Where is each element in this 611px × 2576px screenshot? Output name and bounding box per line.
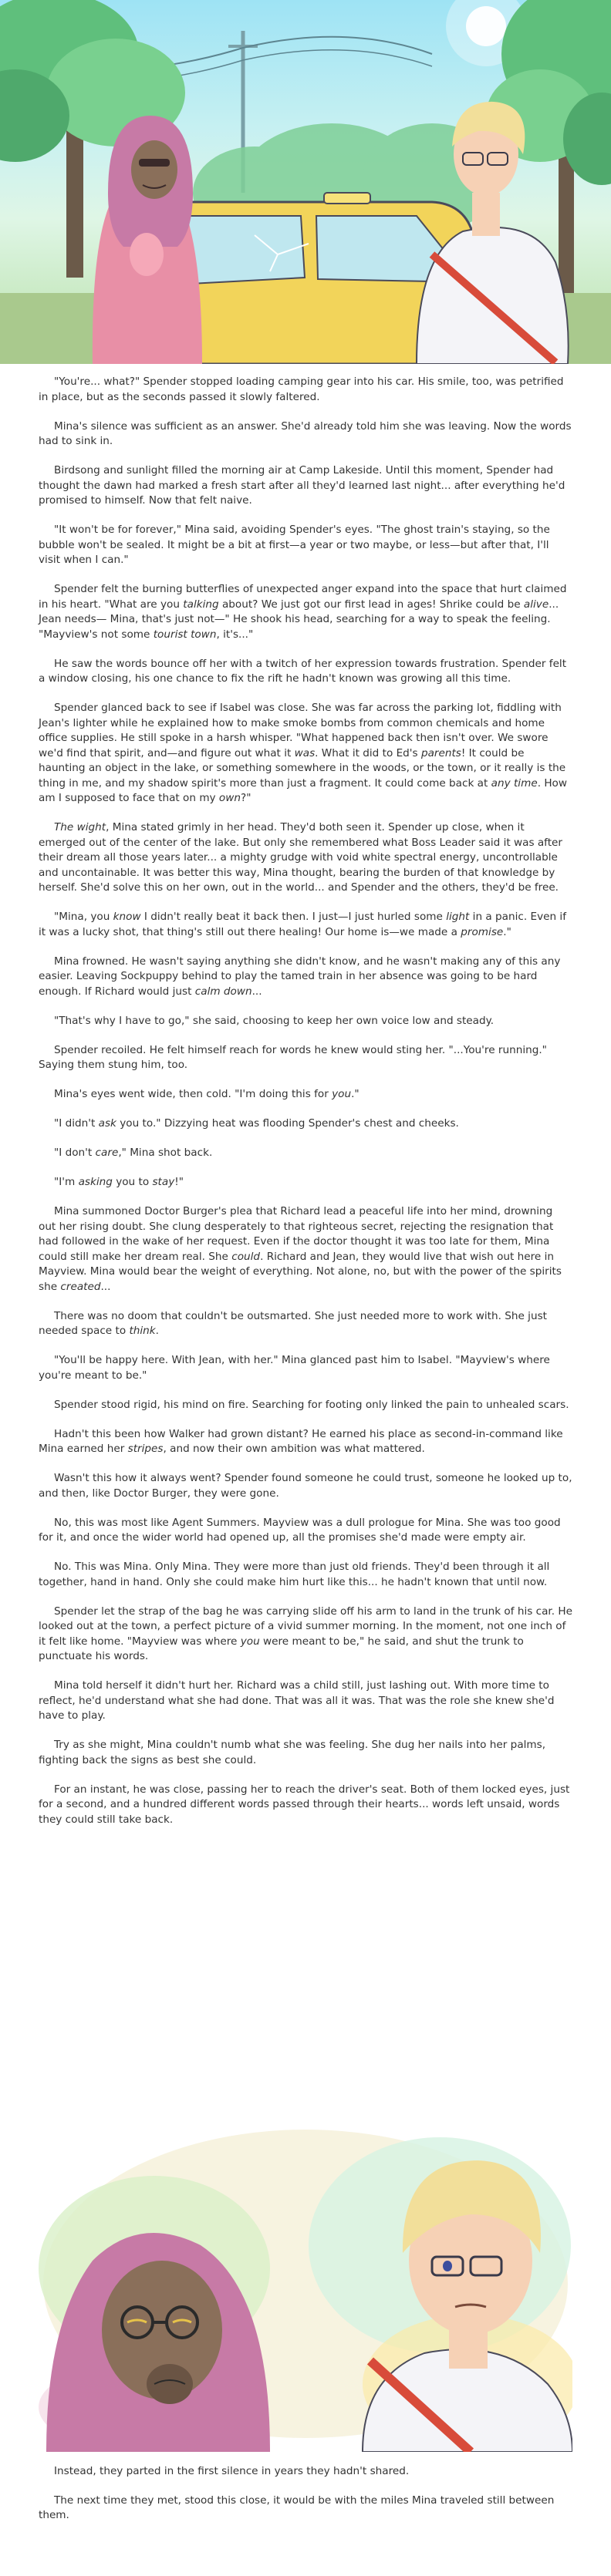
story-paragraph bbox=[39, 1398, 572, 1413]
emphasis-text: alive bbox=[523, 598, 549, 611]
paragraph-text: !" bbox=[174, 1176, 184, 1188]
story-paragraph bbox=[39, 1014, 572, 1029]
ending-paragraph bbox=[39, 2464, 572, 2480]
ending-text bbox=[0, 2464, 611, 2537]
emphasis-text: own bbox=[218, 792, 241, 804]
story-paragraph bbox=[39, 701, 572, 806]
paragraph-text: Mina frowned. He wasn't saying anything she didn't know, and he wasn't making any of this any easier. Leaving Sockpuppy behind to play the tamed train in her absence was going to be hard enough. If Richard would just bbox=[39, 955, 561, 998]
paragraph-text: about? We just got our first lead in ages! Shrike could be bbox=[218, 598, 524, 611]
paragraph-text: Mina told herself it didn't hurt her. Richard was a child still, just lashing out. With more time to reflect, he'd understand what she had done. That was all it was. That was the role she knew she'd have to play. bbox=[39, 1679, 555, 1722]
emphasis-text: know bbox=[113, 911, 141, 923]
paragraph-text: "You're... what?" Spender stopped loading camping gear into his car. His smile, too, was petrified in place, but as the seconds passed it slowly faltered. bbox=[39, 375, 564, 403]
emphasis-text: you bbox=[332, 1088, 352, 1100]
emphasis-text: any time bbox=[491, 776, 538, 790]
paragraph-text: Birdsong and sunlight filled the morning air at Camp Lakeside. Until this moment, Spender had thought the dawn had marked a fresh start after all they'd learned last night... after everything he'd promised to himself. Now that felt naive. bbox=[39, 464, 565, 507]
paragraph-text: . How am I supposed to face that on my bbox=[39, 776, 567, 804]
paragraph-text: "It won't be for forever," Mina said, avoiding Spender's eyes. "The ghost train's staying, so the bubble won't be sealed. It might be a bit at first—a year or two maybe, or less—but after that, I'll visit when I can." bbox=[39, 524, 550, 566]
paragraph-text: , it's..." bbox=[216, 628, 254, 641]
story-paragraph bbox=[39, 657, 572, 687]
mina-figure bbox=[93, 116, 202, 364]
paragraph-text: Mina's silence was sufficient as an answer. She'd already told him she was leaving. Now the words had to sink in. bbox=[39, 419, 572, 447]
paragraph-text: "I don't bbox=[54, 1147, 96, 1159]
paragraph-text: Hadn't this been how Walker had grown distant? He earned his place as second-in-command like Mina earned her bbox=[39, 1427, 563, 1455]
story-paragraph bbox=[39, 1516, 572, 1546]
paragraph-text: Mina summoned Doctor Burger's plea that Richard lead a peaceful life into her mind, drowning out her rising doubt. She clung desperately to that righteous secret, rejecting the resignation that had followed in the wake of her request. Even if the doctor thought it was too late for them, Mina could still make her dream real. She bbox=[39, 1205, 554, 1263]
paragraph-text: ... bbox=[251, 985, 262, 998]
paragraph-text: No. This was Mina. Only Mina. They were more than just old friends. They'd been through it all together, hand in hand. Only she could make him hurt like this... he hadn't known that until now. bbox=[39, 1561, 550, 1588]
paragraph-text: There was no doom that couldn't be outsmarted. She just needed more to work with. She just needed space to bbox=[39, 1309, 547, 1337]
emphasis-text: light bbox=[446, 911, 470, 923]
parking-lot-scene bbox=[0, 0, 611, 364]
paragraph-text: No, this was most like Agent Summers. Mayview was a dull prologue for Mina. She was too good for it, and once the wider world had opened up, all the promises she'd made were empty air. bbox=[39, 1516, 561, 1544]
paragraph-text: Try as she might, Mina couldn't numb what she was feeling. She dug her nails into her palms, fighting back the signs as best she could. bbox=[39, 1739, 546, 1766]
paragraph-text: were meant to be," he said, and shut the trunk to punctuate his words. bbox=[39, 1635, 524, 1662]
paragraph-text: For an instant, he was close, passing her to reach the driver's seat. Both of them locked eyes, just for a second, and a hundred different words passed through their hearts... words left unsaid, words they could still take back. bbox=[39, 1783, 570, 1826]
story-paragraph bbox=[39, 1146, 572, 1161]
emphasis-text: talking bbox=[183, 598, 219, 611]
story-paragraph bbox=[39, 1427, 572, 1457]
closeup-scene bbox=[39, 2130, 572, 2452]
emphasis-text: parents bbox=[420, 746, 461, 759]
story-paragraph bbox=[39, 910, 572, 940]
paragraph-text: The next time they met, stood this close, it would be with the miles Mina traveled still between them. bbox=[39, 2494, 555, 2521]
story-paragraph bbox=[39, 1605, 572, 1665]
story-paragraph bbox=[39, 955, 572, 1000]
emphasis-text: created bbox=[60, 1280, 101, 1293]
paragraph-text: "You'll be happy here. With Jean, with her." Mina glanced past him to Isabel. "Mayview's where you're meant to be." bbox=[39, 1354, 550, 1382]
paragraph-text: ! It could be haunting an object in the lake, or something somewhere in the woods, or the town, or it really is the thing in me, and my shadow spirit's more than just a fragment. It could come back at bbox=[39, 746, 566, 790]
paragraph-text: Mina's eyes went wide, then cold. "I'm doing this for bbox=[54, 1088, 333, 1100]
emphasis-text: tourist town bbox=[153, 628, 217, 641]
ending-paragraph bbox=[39, 2494, 572, 2524]
hero-illustration bbox=[0, 0, 611, 364]
paragraph-text: , and now their own ambition was what mattered. bbox=[163, 1443, 425, 1455]
emphasis-text: The wight bbox=[54, 821, 106, 833]
paragraph-text: in a panic. Even if it was a lucky shot, that thing's still out there healing! Our home is—we made a bbox=[39, 911, 566, 938]
paragraph-text: He saw the words bounce off her with a twitch of her expression towards frustration. Spender felt a window closing, his one chance to fix the rift he hadn't known was growing all this time. bbox=[39, 657, 567, 685]
emphasis-text: you bbox=[240, 1635, 260, 1648]
story-paragraph bbox=[39, 1738, 572, 1768]
story-paragraph bbox=[39, 1353, 572, 1383]
closeup-illustration bbox=[39, 2130, 572, 2452]
emphasis-text: promise bbox=[461, 925, 504, 938]
paragraph-text: Wasn't this how it always went? Spender found someone he could trust, someone he looked up to, and then, like Doctor Burger, they were gone. bbox=[39, 1472, 572, 1500]
paragraph-text: ." bbox=[503, 925, 511, 938]
story-paragraph bbox=[39, 820, 572, 896]
emphasis-text: was bbox=[294, 746, 316, 759]
story-paragraph bbox=[39, 1204, 572, 1295]
emphasis-text: ask bbox=[98, 1117, 116, 1130]
paragraph-text: . bbox=[155, 1325, 159, 1337]
paragraph-text: "I'm bbox=[54, 1176, 79, 1188]
story-paragraph bbox=[39, 1116, 572, 1132]
story-paragraph bbox=[39, 1309, 572, 1339]
emphasis-text: care bbox=[95, 1147, 119, 1159]
paragraph-text: ." bbox=[351, 1088, 360, 1100]
paragraph-text: , Mina stated grimly in her head. They'd both seen it. Spender up close, when it emerged out of the center of the lake. But only she remembered what Boss Leader said it was after their dream all those years later... a mighty grudge with void white spectral energy, uncontrollable and uncontainable. It was better this way, Mina thought, bearing the burden of that knowledge by herself. She'd solve this on her own, out in the world... and Spender and the others, they'd be free. bbox=[39, 821, 563, 894]
story-paragraph bbox=[39, 1783, 572, 1828]
paragraph-text: Spender recoiled. He felt himself reach for words he knew would sting her. "...You're running." Saying them stung him, too. bbox=[39, 1043, 547, 1071]
paragraph-text: ," Mina shot back. bbox=[118, 1147, 213, 1159]
paragraph-text: I didn't really beat it back then. I just—I just hurled some bbox=[140, 911, 447, 923]
paragraph-text: Spender glanced back to see if Isabel was close. She was far across the parking lot, fiddling with Jean's lighter while he explained how to make smoke bombs from common chemicals and home office supplies. He still spoke in a harsh whisper. "What happened back then isn't over. We swore we'd find that spirit, and—and figure out what it bbox=[39, 702, 562, 759]
emphasis-text: could bbox=[231, 1250, 261, 1263]
emphasis-text: stripes bbox=[127, 1443, 164, 1455]
paragraph-text: ?" bbox=[240, 792, 251, 804]
story-paragraph bbox=[39, 419, 572, 450]
story-paragraph bbox=[39, 1087, 572, 1103]
paragraph-text: ... bbox=[100, 1280, 111, 1293]
story-paragraph bbox=[39, 523, 572, 568]
story-text bbox=[0, 375, 611, 1842]
story-paragraph bbox=[39, 1175, 572, 1190]
story-paragraph bbox=[39, 1560, 572, 1590]
paragraph-text: "I didn't bbox=[54, 1117, 99, 1130]
paragraph-text: "That's why I have to go," she said, choosing to keep her own voice low and steady. bbox=[54, 1014, 495, 1027]
story-paragraph bbox=[39, 1471, 572, 1501]
paragraph-text: Spender felt the burning butterflies of unexpected anger expand into the space that hurt claimed in his heart. "What are you bbox=[39, 583, 567, 611]
paragraph-text: Instead, they parted in the first silence in years they hadn't shared. bbox=[54, 2465, 410, 2477]
paragraph-text: ... Jean needs— Mina, that's just not—" He shook his head, searching for a way to speak the feeling. "Mayview's not some bbox=[39, 598, 559, 641]
story-paragraph bbox=[39, 1043, 572, 1073]
paragraph-text: "Mina, you bbox=[54, 911, 113, 923]
paragraph-text: . Richard and Jean, they would live that wish out here in Mayview. Mina would bear the weight of everything. Not alone, no, but with the power of the spirits she bbox=[39, 1250, 562, 1293]
paragraph-text: you to bbox=[112, 1176, 153, 1188]
emphasis-text: asking bbox=[78, 1176, 113, 1188]
paragraph-text: Spender let the strap of the bag he was carrying slide off his arm to land in the trunk of his car. He looked out at the town, a perfect picture of a vivid summer morning. In the moment, not one inch of it felt like home. "Mayview was where bbox=[39, 1605, 572, 1648]
emphasis-text: stay bbox=[152, 1176, 175, 1188]
paragraph-text: you to." Dizzying heat was flooding Spender's chest and cheeks. bbox=[116, 1117, 459, 1130]
paragraph-text: . What it did to Ed's bbox=[315, 746, 421, 759]
story-paragraph bbox=[39, 463, 572, 509]
emphasis-text: calm down bbox=[194, 985, 252, 998]
story-paragraph bbox=[39, 375, 572, 405]
emphasis-text: think bbox=[129, 1325, 156, 1337]
story-paragraph bbox=[39, 582, 572, 642]
story-paragraph bbox=[39, 1679, 572, 1724]
paragraph-text: Spender stood rigid, his mind on fire. Searching for footing only linked the pain to unhealed scars. bbox=[54, 1398, 569, 1411]
